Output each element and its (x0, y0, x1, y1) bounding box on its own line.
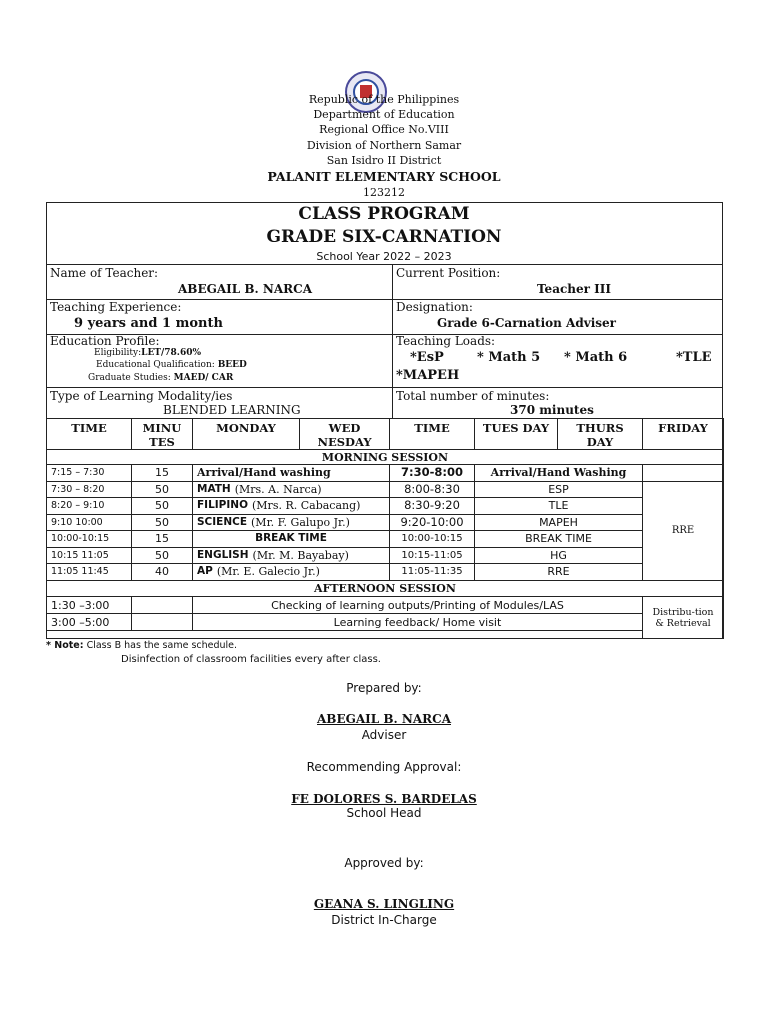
monday-wednesday-cell (192, 481, 390, 499)
minutes-cell-text: 15 (155, 532, 169, 546)
eligibility-value: LET/78.60% (141, 348, 202, 358)
tuesday-thursday-cell-text: RRE (547, 565, 570, 579)
graduate-label: Graduate Studies: (88, 373, 171, 383)
tuesday-thursday-cell-text: TLE (548, 499, 569, 513)
note-text: Class B has the same schedule. (86, 640, 238, 651)
morning-session-label-text: MORNING SESSION (321, 450, 449, 464)
header-line: Division of Northern Samar (306, 139, 462, 152)
time-cell (46, 613, 132, 631)
minutes-cell (131, 514, 193, 532)
prepared-label: Prepared by: (346, 681, 422, 695)
education-label: Education Profile: (50, 334, 160, 348)
column-header-text: THURS DAY (576, 421, 624, 449)
column-header (192, 418, 300, 450)
subject-teacher: (Mrs. R. Cabacang) (252, 499, 361, 513)
minutes-cell-text: 15 (155, 466, 169, 480)
tuesday-thursday-cell (474, 497, 643, 515)
approved-name: GEANA S. LINGLING (313, 897, 455, 911)
column-header (557, 418, 643, 450)
monday-wednesday-cell (192, 497, 390, 515)
subject: SCIENCE (197, 515, 248, 528)
subject: ENGLISH (197, 548, 249, 561)
minutes-cell-blank (131, 596, 193, 614)
minutes-cell (131, 530, 193, 548)
time-cell-text: 1:30 –3:00 (51, 598, 110, 612)
morning-session-label (46, 449, 724, 465)
subject-teacher: (Mr. E. Galecio Jr.) (216, 565, 320, 579)
time-cell (46, 563, 132, 581)
friday-afternoon-cell-text: Distribu-tion & Retrieval (652, 606, 714, 629)
modality-label: Type of Learning Modality/ies (50, 389, 233, 403)
prepared-name: ABEGAIL B. NARCA (317, 712, 451, 726)
minutes-cell-text: 50 (155, 548, 169, 562)
load-item: * Math 6 (564, 350, 628, 365)
time-cell-text: 3:00 –5:00 (51, 615, 110, 629)
subject: FILIPINO (197, 499, 248, 512)
time-cell (46, 530, 132, 548)
eligibility-label: Eligibility: (94, 348, 142, 358)
time-cell (46, 497, 132, 515)
friday-morning-cell-text: RRE (671, 525, 695, 536)
title: CLASS PROGRAM (298, 204, 470, 224)
friday-cell-blank (642, 464, 724, 482)
minutes-cell-text: 50 (155, 515, 169, 529)
time2-cell-text: 9:20-10:00 (400, 514, 464, 529)
loads-label: Teaching Loads: (396, 334, 496, 348)
approved-label: Approved by: (344, 856, 424, 870)
position-value: Teacher III (537, 282, 611, 296)
minutes-cell-text: 50 (155, 482, 169, 496)
tuesday-thursday-cell-text: Arrival/Hand Washing (490, 466, 627, 480)
time-cell-text: 8:20 – 9:10 (51, 500, 105, 512)
column-header-text: FRIDAY (658, 421, 708, 435)
tuesday-thursday-cell (474, 530, 643, 548)
column-header-text: MINU TES (142, 421, 182, 449)
afternoon-session-label-text: AFTERNOON SESSION (314, 582, 456, 595)
teacher-name: ABEGAIL B. NARCA (178, 282, 312, 296)
experience-value: 9 years and 1 month (74, 316, 223, 331)
column-header-text: TIME (71, 421, 107, 435)
time2-cell-text: 10:15-11:05 (401, 549, 463, 561)
minutes-label: Total number of minutes: (396, 389, 550, 403)
time-cell-text: 10:00-10:15 (51, 533, 110, 545)
time2-cell (389, 514, 475, 532)
modality-value: BLENDED LEARNING (163, 403, 301, 417)
subject: MATH (197, 482, 231, 495)
column-header (46, 418, 132, 450)
subject-teacher: (Mr. F. Galupo Jr.) (251, 515, 350, 529)
header-line: Regional Office No.VIII (319, 123, 449, 136)
column-header (642, 418, 724, 450)
monday-wednesday-cell (192, 514, 390, 532)
school-id: 123212 (363, 186, 405, 199)
time-cell (46, 547, 132, 565)
header-line: Department of Education (313, 108, 455, 121)
qualification-value: BEED (217, 360, 247, 370)
position-label: Current Position: (396, 266, 501, 280)
column-header-text: TIME (414, 421, 450, 435)
tuesday-thursday-cell (474, 514, 643, 532)
time2-cell-text: 8:30-9:20 (404, 498, 460, 513)
column-header (131, 418, 193, 450)
column-header-text: TUES DAY (482, 421, 550, 435)
minutes-cell-text: 50 (155, 499, 169, 513)
column-header-text: WED NESDAY (317, 421, 372, 449)
activity-cell-text: Checking of learning outputs/Printing of Modules/LAS (271, 598, 564, 612)
monday-wednesday-cell (192, 464, 390, 482)
note-label: * Note: (46, 640, 84, 651)
monday-wednesday-cell (192, 530, 390, 548)
afternoon-session-label (46, 580, 724, 597)
minutes-cell (131, 464, 193, 482)
time-cell (46, 464, 132, 482)
time-cell-text: 11:05 11:45 (51, 566, 109, 578)
experience-label: Teaching Experience: (50, 300, 182, 314)
tuesday-thursday-cell (474, 547, 643, 565)
teacher-label: Name of Teacher: (50, 266, 159, 280)
qualification-label: Educational Qualification: (96, 360, 215, 370)
graduate-value: MAED/ CAR (173, 373, 234, 383)
tuesday-thursday-cell (474, 563, 643, 581)
time2-cell (389, 497, 475, 515)
header-line: San Isidro II District (326, 154, 442, 167)
designation-label: Designation: (396, 300, 473, 314)
time-cell-text: 9:10 10:00 (51, 516, 103, 528)
column-header-text: MONDAY (216, 421, 276, 435)
column-header (299, 418, 390, 450)
time-cell (46, 481, 132, 499)
column-header (474, 418, 558, 450)
friday-morning-cell (642, 481, 724, 581)
prepared-title: Adviser (361, 728, 407, 742)
subject: AP (197, 565, 213, 578)
recommending-title: School Head (346, 806, 422, 820)
time2-cell-text: 10:00-10:15 (401, 533, 463, 545)
minutes-cell-text: 40 (155, 565, 169, 579)
recommending-label: Recommending Approval: (306, 760, 462, 774)
load-item: *MAPEH (396, 368, 460, 383)
time-cell-text: 7:30 – 8:20 (51, 483, 105, 495)
minutes-value: 370 minutes (510, 403, 594, 417)
tuesday-thursday-cell-text: ESP (548, 482, 569, 496)
tuesday-thursday-cell (474, 464, 643, 482)
note-text-2: Disinfection of classroom facilities every after class. (121, 654, 381, 665)
minutes-cell (131, 497, 193, 515)
time2-cell-text: 11:05-11:35 (401, 566, 463, 578)
minutes-cell (131, 481, 193, 499)
monday-wednesday-cell (192, 547, 390, 565)
load-item: *TLE (676, 350, 712, 365)
time-cell-text: 7:15 – 7:30 (51, 467, 105, 479)
designation-value: Grade 6-Carnation Adviser (437, 316, 616, 330)
subject: Arrival/Hand washing (197, 466, 331, 480)
school-year: School Year 2022 – 2023 (316, 250, 452, 263)
time2-cell-text: 8:00-8:30 (404, 481, 460, 496)
monday-wednesday-cell (192, 563, 390, 581)
minutes-cell-blank (131, 613, 193, 631)
header-line: Republic of the Philippines (308, 93, 460, 106)
recommending-name: FE DOLORES S. BARDELAS (291, 792, 477, 806)
time2-cell-text: 7:30-8:00 (401, 465, 463, 480)
school-name: PALANIT ELEMENTARY SCHOOL (267, 169, 501, 184)
subtitle: GRADE SIX-CARNATION (266, 227, 502, 247)
time2-cell (389, 464, 475, 482)
load-item: *EsP (410, 350, 444, 365)
time2-cell (389, 530, 475, 548)
time-cell-text: 10:15 11:05 (51, 549, 109, 561)
column-header (389, 418, 475, 450)
time2-cell (389, 547, 475, 565)
subject-teacher: (Mrs. A. Narca) (234, 482, 322, 496)
activity-cell (192, 613, 643, 631)
approved-title: District In-Charge (331, 913, 437, 927)
friday-afternoon-cell (642, 596, 724, 639)
subject-teacher: (Mr. M. Bayabay) (252, 548, 349, 562)
tuesday-thursday-cell-text: MAPEH (539, 515, 578, 529)
activity-cell-text: Learning feedback/ Home visit (333, 615, 502, 629)
load-item: * Math 5 (477, 350, 541, 365)
tuesday-thursday-cell (474, 481, 643, 499)
subject: BREAK TIME (255, 532, 327, 545)
minutes-cell (131, 547, 193, 565)
minutes-cell (131, 563, 193, 581)
time-cell (46, 514, 132, 532)
time-cell (46, 596, 132, 614)
tuesday-thursday-cell-text: BREAK TIME (525, 532, 592, 546)
time2-cell (389, 563, 475, 581)
tuesday-thursday-cell-text: HG (550, 548, 567, 562)
activity-cell (192, 596, 643, 614)
time2-cell (389, 481, 475, 499)
